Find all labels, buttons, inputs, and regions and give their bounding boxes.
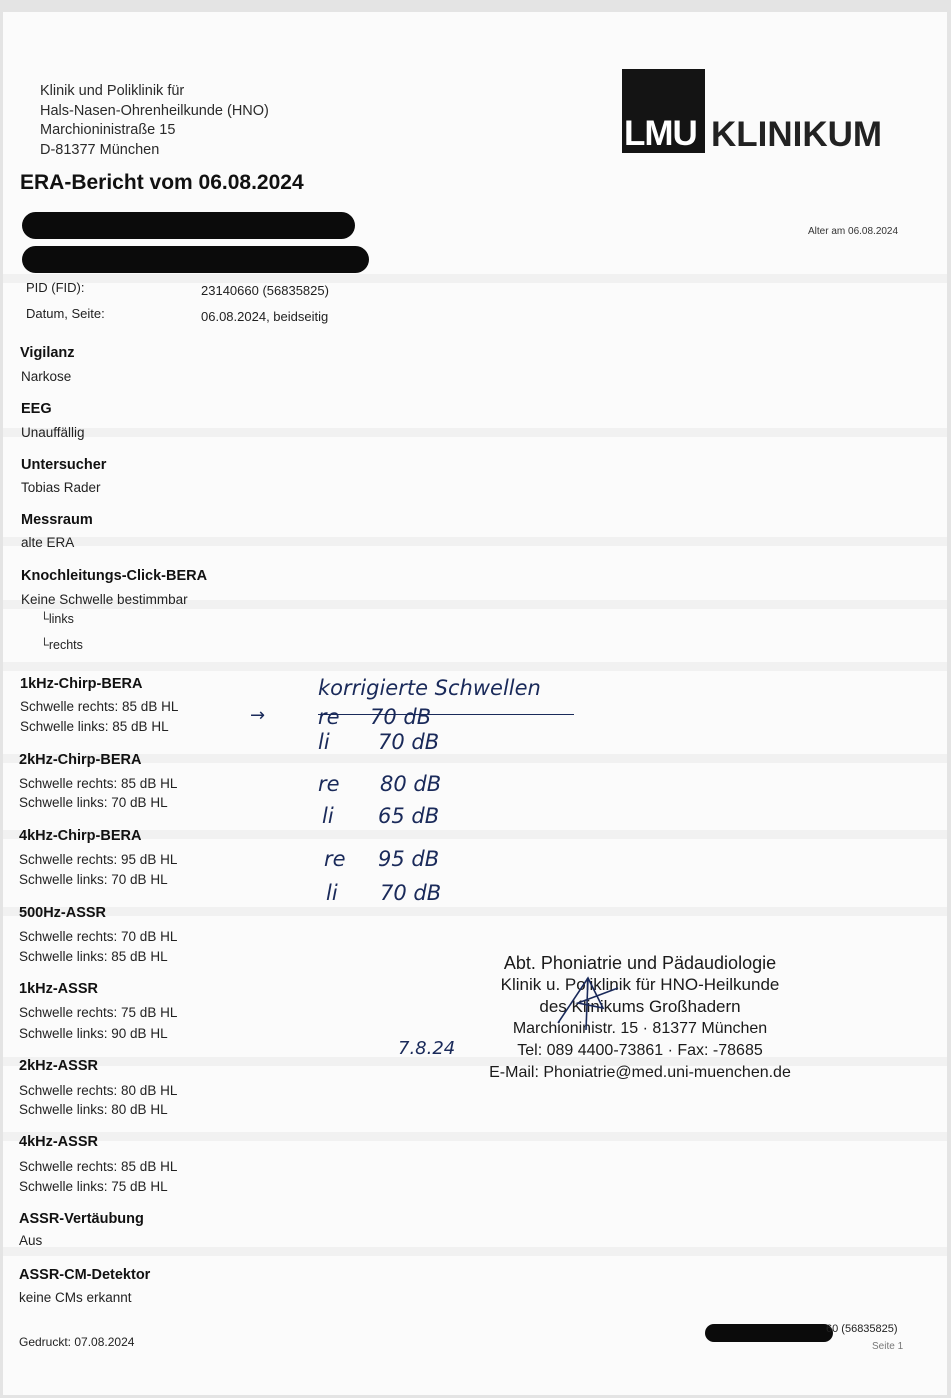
section-heading: Vigilanz bbox=[20, 345, 75, 361]
handwritten-side: li bbox=[322, 804, 334, 828]
section-line: alte ERA bbox=[21, 535, 75, 550]
stamp-line: Klinik u. Poliklinik für HNO-Heilkunde bbox=[500, 975, 780, 994]
signature-scribble bbox=[548, 968, 628, 1038]
section-heading: ASSR-Vertäubung bbox=[19, 1211, 144, 1227]
handwritten-side: re bbox=[324, 847, 346, 871]
handwritten-value: 95 dB bbox=[378, 847, 440, 871]
section-line: Keine Schwelle bestimmbar bbox=[21, 592, 188, 607]
section-line: Tobias Rader bbox=[21, 480, 101, 495]
section-line: keine CMs erkannt bbox=[19, 1290, 132, 1305]
age-label: Alter am 06.08.2024 bbox=[808, 226, 899, 237]
redaction-bar bbox=[22, 212, 355, 239]
section-line: Schwelle links: 85 dB HL bbox=[19, 949, 168, 964]
handwritten-value: 70 dB bbox=[380, 881, 442, 905]
section-line: Schwelle links: 90 dB HL bbox=[19, 1026, 168, 1041]
section-heading: 4kHz-ASSR bbox=[19, 1134, 98, 1150]
date-value: 06.08.2024, beidseitig bbox=[201, 309, 329, 324]
stamp-line: Abt. Phoniatrie und Pädaudiologie bbox=[503, 953, 777, 973]
handwritten-side: re bbox=[318, 772, 340, 796]
section-line: Schwelle rechts: 70 dB HL bbox=[19, 929, 178, 944]
section-line: └rechts bbox=[40, 638, 83, 652]
handwritten-heading: korrigierte Schwellen bbox=[318, 676, 541, 700]
section-line: Schwelle rechts: 85 dB HL bbox=[20, 699, 179, 714]
section-line: Aus bbox=[19, 1233, 43, 1248]
section-line: Schwelle rechts: 80 dB HL bbox=[19, 1083, 178, 1098]
address-line: Klinik und Poliklinik für bbox=[40, 83, 185, 99]
section-heading: Untersucher bbox=[21, 457, 107, 473]
address-line: Marchioninistraße 15 bbox=[40, 122, 176, 138]
section-line: Schwelle links: 80 dB HL bbox=[19, 1102, 168, 1117]
page-number: Seite 1 bbox=[872, 1341, 904, 1352]
handwritten-underline bbox=[318, 714, 574, 715]
handwritten-side: re bbox=[318, 705, 340, 729]
handwritten-value: 65 dB bbox=[378, 804, 440, 828]
date-label: Datum, Seite: bbox=[26, 306, 105, 321]
section-heading: Knochleitungs-Click-BERA bbox=[21, 568, 208, 584]
report-title: ERA-Bericht vom 06.08.2024 bbox=[20, 171, 304, 194]
section-heading: EEG bbox=[21, 401, 52, 417]
handwritten-value: 70 dB bbox=[378, 730, 440, 754]
section-line: Schwelle rechts: 75 dB HL bbox=[19, 1005, 178, 1020]
section-heading: 2kHz-Chirp-BERA bbox=[19, 752, 142, 768]
section-line: Schwelle rechts: 85 dB HL bbox=[19, 776, 178, 791]
section-heading: 2kHz-ASSR bbox=[19, 1058, 98, 1074]
section-line: └links bbox=[40, 612, 74, 626]
section-heading: ASSR-CM-Detektor bbox=[19, 1267, 151, 1283]
section-line: Narkose bbox=[21, 369, 72, 384]
handwritten-value: 70 dB bbox=[370, 705, 432, 729]
handwritten-side: li bbox=[326, 881, 338, 905]
section-line: Unauffällig bbox=[21, 425, 85, 440]
logo-text: KLINIKUM bbox=[711, 115, 883, 154]
stamp-line: Tel: 089 4400-73861 · Fax: -78685 bbox=[517, 1042, 763, 1059]
redaction-bar bbox=[22, 246, 369, 273]
stamp-line: des Klinikums Großhadern bbox=[539, 997, 741, 1016]
clinic-address bbox=[40, 82, 269, 160]
handwritten-date: 7.8.24 bbox=[398, 1038, 456, 1059]
section-heading: 1kHz-ASSR bbox=[19, 981, 98, 997]
handwritten-arrow: → bbox=[250, 705, 266, 726]
logo-box-text: LMU bbox=[624, 114, 697, 153]
footer-id: 60 (56835825) bbox=[826, 1323, 898, 1335]
address-line: D-81377 München bbox=[40, 141, 160, 158]
section-heading: Messraum bbox=[21, 512, 93, 528]
section-line: Schwelle links: 85 dB HL bbox=[20, 719, 169, 734]
department-stamp bbox=[474, 952, 806, 1084]
stamp-line: E-Mail: Phoniatrie@med.uni-muenchen.de bbox=[489, 1064, 791, 1081]
section-heading: 500Hz-ASSR bbox=[19, 905, 107, 921]
section-line: Schwelle links: 70 dB HL bbox=[19, 795, 168, 810]
redaction-bar bbox=[705, 1324, 833, 1342]
section-line: Schwelle links: 75 dB HL bbox=[19, 1179, 168, 1194]
handwritten-side: li bbox=[318, 730, 330, 754]
section-line: Schwelle rechts: 95 dB HL bbox=[19, 852, 178, 867]
stamp-line: Marchioninistr. 15 · 81377 München bbox=[512, 1020, 768, 1037]
section-line: Schwelle rechts: 85 dB HL bbox=[19, 1159, 178, 1174]
printed-date: Gedruckt: 07.08.2024 bbox=[19, 1335, 135, 1349]
handwritten-value: 80 dB bbox=[380, 772, 442, 796]
pid-value: 23140660 (56835825) bbox=[201, 283, 329, 298]
pid-label: PID (FID): bbox=[26, 280, 85, 295]
section-line: Schwelle links: 70 dB HL bbox=[19, 872, 168, 887]
section-heading: 4kHz-Chirp-BERA bbox=[19, 828, 142, 844]
address-line: Hals-Nasen-Ohrenheilkunde (HNO) bbox=[40, 102, 269, 119]
section-heading: 1kHz-Chirp-BERA bbox=[20, 676, 143, 692]
lmu-klinikum-logo bbox=[622, 69, 922, 157]
logo-box bbox=[622, 69, 705, 153]
